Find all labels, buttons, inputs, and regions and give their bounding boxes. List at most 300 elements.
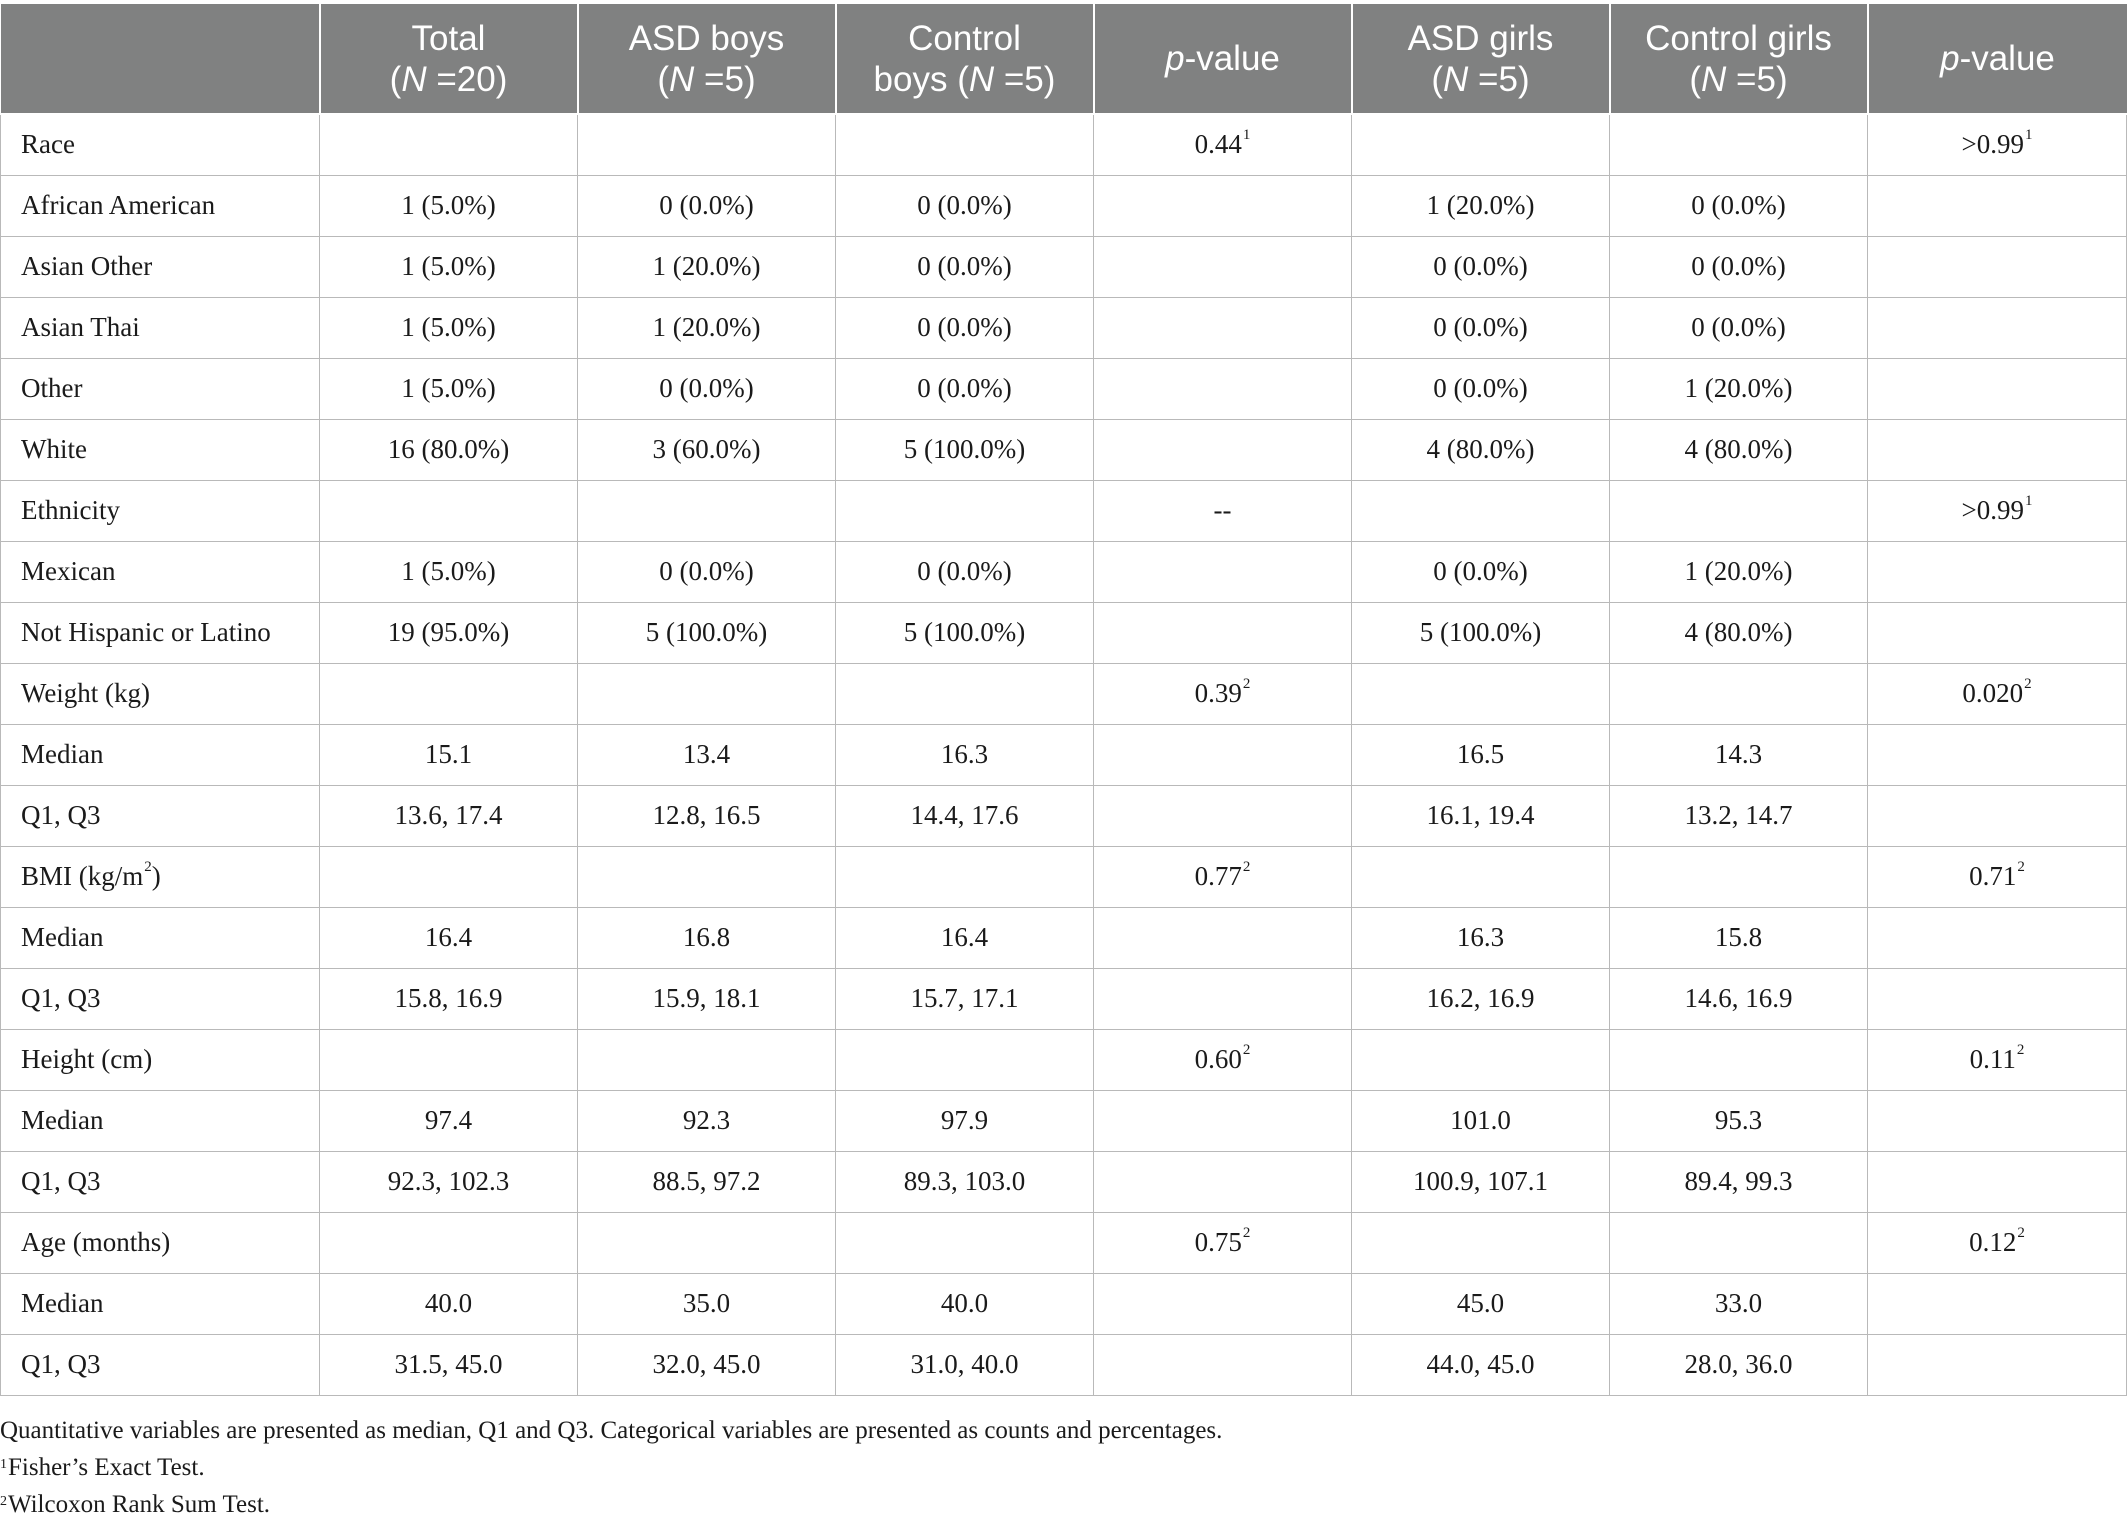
table-row xyxy=(1,846,2127,907)
cell-total xyxy=(320,1273,578,1334)
cell-p-value-girls xyxy=(1868,1212,2127,1273)
cell-asd-boys xyxy=(578,297,836,358)
header-row xyxy=(1,4,2127,114)
cell-asd-girls xyxy=(1352,663,1610,724)
cell-total xyxy=(320,1151,578,1212)
cell-control-girls xyxy=(1610,907,1868,968)
header-asd-boys xyxy=(578,4,836,114)
table-row xyxy=(1,114,2127,175)
row-label-text: Q1, Q3 xyxy=(21,800,101,830)
row-label-text: Height (cm) xyxy=(21,1044,153,1074)
table-row xyxy=(1,1029,2127,1090)
cell-control-girls-value: 1 (20.0%) xyxy=(1684,373,1793,403)
cell-total xyxy=(320,846,578,907)
header-asd-girls xyxy=(1352,4,1610,114)
cell-asd-girls xyxy=(1352,480,1610,541)
cell-control-boys xyxy=(836,1212,1094,1273)
cell-control-boys-value: 0 (0.0%) xyxy=(917,251,1012,281)
cell-control-girls-value: 4 (80.0%) xyxy=(1684,617,1793,647)
cell-p-value-boys xyxy=(1094,1212,1352,1273)
cell-control-boys-value: 14.4, 17.6 xyxy=(910,800,1019,830)
cell-p-value-girls-value: >0.99 xyxy=(1961,129,2024,160)
table-row xyxy=(1,236,2127,297)
footnote-marker: 2 xyxy=(1242,859,1251,875)
header-total-title: Total xyxy=(411,18,486,58)
cell-asd-girls xyxy=(1352,541,1610,602)
cell-control-boys xyxy=(836,724,1094,785)
cell-total xyxy=(320,785,578,846)
cell-control-girls-value: 89.4, 99.3 xyxy=(1684,1166,1793,1196)
cell-total-value: 92.3, 102.3 xyxy=(387,1166,510,1196)
table-row xyxy=(1,1212,2127,1273)
header-paren: ( xyxy=(1431,59,1444,99)
cell-asd-girls-value: 16.2, 16.9 xyxy=(1426,983,1535,1013)
cell-asd-girls xyxy=(1352,175,1610,236)
cell-control-boys xyxy=(836,968,1094,1029)
cell-asd-boys-value: 88.5, 97.2 xyxy=(652,1166,761,1196)
cell-p-value-girls xyxy=(1868,663,2127,724)
cell-control-boys-value: 5 (100.0%) xyxy=(903,617,1026,647)
cell-asd-boys-value: 0 (0.0%) xyxy=(659,373,754,403)
cell-p-value-boys xyxy=(1094,724,1352,785)
cell-p-value-boys xyxy=(1094,1090,1352,1151)
row-label-text: Asian Other xyxy=(21,251,153,281)
cell-asd-girls xyxy=(1352,968,1610,1029)
cell-control-boys xyxy=(836,541,1094,602)
cell-asd-girls-value: 0 (0.0%) xyxy=(1433,373,1528,403)
cell-control-boys-value: 0 (0.0%) xyxy=(917,373,1012,403)
header-n-symbol: N xyxy=(968,59,995,99)
cell-asd-girls-value: 5 (100.0%) xyxy=(1419,617,1542,647)
cell-asd-boys-value: 16.8 xyxy=(682,922,731,952)
footnote-marker: 2 xyxy=(2017,1225,2025,1241)
cell-p-value-boys xyxy=(1094,236,1352,297)
row-label xyxy=(1,175,320,236)
cell-asd-girls xyxy=(1352,846,1610,907)
row-label-text: BMI (kg/m xyxy=(21,861,144,891)
cell-asd-boys xyxy=(578,724,836,785)
cell-asd-girls-value: 0 (0.0%) xyxy=(1433,251,1528,281)
cell-control-girls xyxy=(1610,1090,1868,1151)
row-label-tail: ) xyxy=(151,861,161,891)
cell-asd-girls xyxy=(1352,785,1610,846)
cell-p-value-girls xyxy=(1868,1151,2127,1212)
cell-p-value-girls xyxy=(1868,846,2127,907)
cell-asd-girls xyxy=(1352,1212,1610,1273)
cell-control-boys xyxy=(836,236,1094,297)
cell-p-value-boys xyxy=(1094,480,1352,541)
cell-asd-girls-value: 16.5 xyxy=(1456,739,1505,769)
cell-control-girls xyxy=(1610,114,1868,175)
cell-total xyxy=(320,419,578,480)
cell-asd-boys xyxy=(578,1029,836,1090)
cell-control-boys-value: 0 (0.0%) xyxy=(917,312,1012,342)
cell-control-girls-value: 0 (0.0%) xyxy=(1691,190,1786,220)
cell-p-value-girls xyxy=(1868,907,2127,968)
cell-total xyxy=(320,358,578,419)
cell-control-boys xyxy=(836,1029,1094,1090)
cell-total xyxy=(320,1212,578,1273)
cell-p-value-boys-value: -- xyxy=(1213,495,1232,525)
cell-total xyxy=(320,236,578,297)
row-label xyxy=(1,1090,320,1151)
cell-asd-girls-value: 4 (80.0%) xyxy=(1426,434,1535,464)
row-label xyxy=(1,541,320,602)
cell-control-girls xyxy=(1610,480,1868,541)
footnote-1-text: Fisher’s Exact Test. xyxy=(8,1454,205,1481)
cell-asd-girls xyxy=(1352,358,1610,419)
cell-p-value-girls xyxy=(1868,297,2127,358)
cell-p-value-boys xyxy=(1094,297,1352,358)
cell-p-value-girls-value: 0.020 xyxy=(1962,678,2024,708)
cell-control-boys xyxy=(836,1090,1094,1151)
cell-control-boys-value: 0 (0.0%) xyxy=(917,190,1012,220)
cell-total xyxy=(320,297,578,358)
cell-asd-boys xyxy=(578,785,836,846)
footnote-marker: 1 xyxy=(2024,493,2033,509)
cell-control-girls xyxy=(1610,846,1868,907)
table-row xyxy=(1,968,2127,1029)
cell-p-value-girls xyxy=(1868,785,2127,846)
cell-asd-boys-value: 15.9, 18.1 xyxy=(652,983,761,1013)
cell-p-value-girls xyxy=(1868,968,2127,1029)
cell-asd-girls-value: 101.0 xyxy=(1450,1105,1511,1135)
cell-asd-boys-value: 12.8, 16.5 xyxy=(652,800,761,830)
row-label-text: Other xyxy=(21,373,83,403)
cell-asd-boys xyxy=(578,968,836,1029)
cell-asd-boys xyxy=(578,602,836,663)
row-label xyxy=(1,358,320,419)
footnote-marker: 2 xyxy=(2017,859,2025,875)
cell-total-value: 15.8, 16.9 xyxy=(394,983,503,1013)
table-row xyxy=(1,175,2127,236)
cell-control-girls-value: 0 (0.0%) xyxy=(1691,312,1786,342)
cell-p-value-boys xyxy=(1094,1334,1352,1395)
header-n-symbol: N xyxy=(669,59,695,99)
cell-control-boys xyxy=(836,1273,1094,1334)
cell-asd-girls xyxy=(1352,419,1610,480)
row-label-text: Q1, Q3 xyxy=(21,1349,101,1379)
cell-control-boys-value: 15.7, 17.1 xyxy=(910,983,1019,1013)
row-label-text: African American xyxy=(21,190,216,220)
cell-p-value-girls-value: 0.11 xyxy=(1969,1044,2016,1074)
cell-asd-boys xyxy=(578,541,836,602)
row-label xyxy=(1,968,320,1029)
cell-total xyxy=(320,907,578,968)
table-row xyxy=(1,480,2127,541)
cell-asd-boys-value: 32.0, 45.0 xyxy=(652,1349,761,1379)
cell-total-value: 97.4 xyxy=(424,1105,473,1135)
cell-control-boys xyxy=(836,663,1094,724)
row-label xyxy=(1,1029,320,1090)
row-label xyxy=(1,114,320,175)
cell-control-girls xyxy=(1610,785,1868,846)
cell-control-boys xyxy=(836,297,1094,358)
footnote-marker: 2 xyxy=(2016,1042,2025,1058)
cell-total xyxy=(320,724,578,785)
cell-asd-girls-value: 45.0 xyxy=(1456,1288,1505,1318)
cell-p-value-boys-value: 0.44 xyxy=(1194,129,1242,160)
header-n-value: =5) xyxy=(994,59,1056,99)
row-label-text: Q1, Q3 xyxy=(21,1166,101,1196)
header-n-symbol: N xyxy=(1443,59,1469,99)
cell-control-boys xyxy=(836,175,1094,236)
table-footnotes xyxy=(0,1412,1222,1523)
cell-total-value: 16 (80.0%) xyxy=(387,434,510,464)
cell-p-value-girls xyxy=(1868,724,2127,785)
table-row xyxy=(1,1273,2127,1334)
cell-asd-boys xyxy=(578,907,836,968)
cell-asd-girls xyxy=(1352,236,1610,297)
cell-p-value-girls xyxy=(1868,1334,2127,1395)
cell-total-value: 1 (5.0%) xyxy=(401,190,496,220)
row-label xyxy=(1,1151,320,1212)
cell-control-girls-value: 0 (0.0%) xyxy=(1691,251,1786,281)
row-label xyxy=(1,663,320,724)
cell-p-value-girls-value: 0.71 xyxy=(1969,861,2017,891)
cell-total xyxy=(320,1334,578,1395)
cell-asd-boys-value: 0 (0.0%) xyxy=(659,190,754,220)
footnote-2-marker: 2 xyxy=(0,1494,7,1509)
cell-asd-boys-value: 3 (60.0%) xyxy=(652,434,761,464)
cell-total-value: 1 (5.0%) xyxy=(401,373,496,403)
cell-total xyxy=(320,1029,578,1090)
cell-asd-girls xyxy=(1352,1029,1610,1090)
cell-control-boys-value: 31.0, 40.0 xyxy=(910,1349,1019,1379)
cell-asd-girls-value: 100.9, 107.1 xyxy=(1413,1166,1548,1196)
cell-asd-girls xyxy=(1352,1273,1610,1334)
cell-control-boys xyxy=(836,785,1094,846)
footnote-marker: 1 xyxy=(1242,127,1251,144)
cell-p-value-boys-value: 0.77 xyxy=(1194,861,1242,891)
row-label-text: Mexican xyxy=(21,556,116,586)
cell-asd-girls-value: 0 (0.0%) xyxy=(1433,312,1528,342)
header-control-boys-sub: boys ( xyxy=(873,59,969,99)
cell-p-value-girls-value: >0.99 xyxy=(1961,495,2024,525)
header-n-value: =5) xyxy=(694,59,756,99)
header-control-girls xyxy=(1610,4,1868,114)
table-container xyxy=(0,4,2127,1396)
cell-control-girls xyxy=(1610,1029,1868,1090)
cell-control-girls xyxy=(1610,602,1868,663)
header-paren: ( xyxy=(657,59,670,99)
cell-asd-girls xyxy=(1352,907,1610,968)
cell-p-value-boys xyxy=(1094,785,1352,846)
cell-asd-girls xyxy=(1352,602,1610,663)
cell-asd-boys xyxy=(578,236,836,297)
row-label-text: Asian Thai xyxy=(21,312,140,342)
row-label xyxy=(1,1334,320,1395)
cell-control-boys-value: 97.9 xyxy=(940,1105,989,1135)
header-asd-boys-title: ASD boys xyxy=(628,18,785,58)
row-label-superscript: 2 xyxy=(144,859,152,875)
cell-control-girls xyxy=(1610,297,1868,358)
table-row xyxy=(1,663,2127,724)
row-label-text: Median xyxy=(21,1105,104,1135)
cell-p-value-boys xyxy=(1094,907,1352,968)
cell-p-value-girls xyxy=(1868,602,2127,663)
cell-asd-boys xyxy=(578,480,836,541)
header-control-girls-title: Control girls xyxy=(1645,18,1832,58)
footnote-marker: 2 xyxy=(1242,1225,1251,1241)
cell-asd-boys xyxy=(578,1334,836,1395)
cell-asd-girls-value: 44.0, 45.0 xyxy=(1426,1349,1535,1379)
header-n-value: =5) xyxy=(1468,59,1530,99)
cell-asd-boys xyxy=(578,1273,836,1334)
row-label-text: Median xyxy=(21,922,104,952)
cell-control-boys xyxy=(836,114,1094,175)
header-p-rest: -value xyxy=(1959,39,2055,78)
cell-asd-boys xyxy=(578,846,836,907)
cell-total xyxy=(320,541,578,602)
cell-control-girls-value: 15.8 xyxy=(1714,922,1763,952)
row-label-text: White xyxy=(21,434,87,464)
cell-asd-boys xyxy=(578,419,836,480)
cell-p-value-boys-value: 0.75 xyxy=(1194,1227,1242,1257)
cell-p-value-girls xyxy=(1868,1273,2127,1334)
header-control-boys-title: Control xyxy=(908,18,1021,58)
table-row xyxy=(1,419,2127,480)
cell-control-boys xyxy=(836,1151,1094,1212)
cell-p-value-boys xyxy=(1094,114,1352,175)
table-row xyxy=(1,602,2127,663)
cell-asd-girls-value: 16.1, 19.4 xyxy=(1426,800,1535,830)
cell-asd-boys-value: 1 (20.0%) xyxy=(652,312,761,342)
cell-control-girls xyxy=(1610,968,1868,1029)
row-label-text: Weight (kg) xyxy=(21,678,151,708)
cell-p-value-girls xyxy=(1868,419,2127,480)
cell-p-value-girls-value: 0.12 xyxy=(1969,1227,2017,1257)
row-label xyxy=(1,724,320,785)
cell-total-value: 31.5, 45.0 xyxy=(394,1349,503,1379)
cell-control-boys xyxy=(836,1334,1094,1395)
cell-total xyxy=(320,1090,578,1151)
cell-control-girls xyxy=(1610,1273,1868,1334)
cell-asd-boys-value: 1 (20.0%) xyxy=(652,251,761,281)
row-label xyxy=(1,1212,320,1273)
header-p-value-boys xyxy=(1094,4,1352,114)
cell-control-boys-value: 16.3 xyxy=(940,739,989,769)
table-row xyxy=(1,907,2127,968)
footnote-1 xyxy=(0,1449,1222,1486)
table-row xyxy=(1,541,2127,602)
demographics-table xyxy=(0,4,2127,1396)
cell-control-girls xyxy=(1610,175,1868,236)
footnote-general: Quantitative variables are presented as median, Q1 and Q3. Categorical variables are presented as counts and percentages. xyxy=(0,1417,1223,1444)
footnote-marker: 1 xyxy=(2024,127,2033,144)
header-p-rest: -value xyxy=(1184,39,1280,78)
row-label xyxy=(1,602,320,663)
row-label xyxy=(1,480,320,541)
table-row xyxy=(1,1090,2127,1151)
cell-p-value-girls xyxy=(1868,541,2127,602)
cell-p-value-girls xyxy=(1868,358,2127,419)
footnote-1-marker: 1 xyxy=(0,1457,7,1472)
table-row xyxy=(1,1334,2127,1395)
cell-control-girls-value: 14.6, 16.9 xyxy=(1684,983,1793,1013)
cell-control-boys-value: 0 (0.0%) xyxy=(917,556,1012,586)
footnote-2-text: Wilcoxon Rank Sum Test. xyxy=(8,1491,271,1518)
cell-p-value-girls xyxy=(1868,480,2127,541)
cell-p-value-boys-value: 0.39 xyxy=(1194,678,1242,708)
cell-asd-boys xyxy=(578,663,836,724)
cell-p-value-boys xyxy=(1094,1029,1352,1090)
cell-total-value: 13.6, 17.4 xyxy=(394,800,503,830)
row-label xyxy=(1,907,320,968)
footnote-marker: 2 xyxy=(2024,676,2032,692)
cell-total xyxy=(320,602,578,663)
cell-asd-boys xyxy=(578,1151,836,1212)
header-n-symbol: N xyxy=(1701,59,1727,99)
cell-control-girls-value: 14.3 xyxy=(1714,739,1763,769)
row-label-text: Race xyxy=(21,129,75,160)
cell-total xyxy=(320,175,578,236)
cell-total-value: 40.0 xyxy=(424,1288,473,1318)
cell-p-value-boys xyxy=(1094,602,1352,663)
row-label-text: Age (months) xyxy=(21,1227,171,1257)
cell-asd-girls xyxy=(1352,724,1610,785)
cell-asd-boys xyxy=(578,175,836,236)
cell-control-boys xyxy=(836,358,1094,419)
cell-p-value-boys xyxy=(1094,663,1352,724)
cell-total xyxy=(320,968,578,1029)
header-variable xyxy=(1,4,320,114)
cell-p-value-boys xyxy=(1094,358,1352,419)
cell-control-girls xyxy=(1610,419,1868,480)
cell-p-value-girls xyxy=(1868,236,2127,297)
cell-total-value: 19 (95.0%) xyxy=(387,617,510,647)
header-paren: ( xyxy=(389,59,402,99)
cell-control-girls-value: 13.2, 14.7 xyxy=(1684,800,1793,830)
cell-asd-boys-value: 13.4 xyxy=(682,739,731,769)
cell-asd-girls xyxy=(1352,1151,1610,1212)
cell-p-value-boys-value: 0.60 xyxy=(1194,1044,1242,1074)
cell-p-value-boys xyxy=(1094,541,1352,602)
cell-asd-boys xyxy=(578,1090,836,1151)
cell-control-boys xyxy=(836,419,1094,480)
cell-control-boys-value: 5 (100.0%) xyxy=(903,434,1026,464)
header-control-boys xyxy=(836,4,1094,114)
header-p-symbol: p xyxy=(1165,39,1185,78)
cell-p-value-boys xyxy=(1094,1273,1352,1334)
footnote-marker: 2 xyxy=(1242,1042,1251,1058)
row-label-text: Ethnicity xyxy=(21,495,120,525)
cell-asd-girls xyxy=(1352,297,1610,358)
cell-control-boys-value: 16.4 xyxy=(940,922,989,952)
cell-control-boys-value: 89.3, 103.0 xyxy=(903,1166,1026,1196)
cell-total-value: 16.4 xyxy=(424,922,473,952)
cell-control-girls-value: 95.3 xyxy=(1714,1105,1763,1135)
footnote-2 xyxy=(0,1486,1222,1523)
cell-asd-boys-value: 35.0 xyxy=(682,1288,731,1318)
header-n-value: =20) xyxy=(426,59,508,99)
cell-asd-girls xyxy=(1352,114,1610,175)
cell-control-girls xyxy=(1610,1334,1868,1395)
cell-total xyxy=(320,480,578,541)
row-label xyxy=(1,1273,320,1334)
cell-p-value-boys xyxy=(1094,175,1352,236)
cell-total-value: 1 (5.0%) xyxy=(401,312,496,342)
row-label xyxy=(1,236,320,297)
cell-asd-boys xyxy=(578,114,836,175)
cell-total xyxy=(320,663,578,724)
cell-p-value-boys xyxy=(1094,1151,1352,1212)
cell-p-value-girls xyxy=(1868,114,2127,175)
cell-p-value-boys xyxy=(1094,846,1352,907)
cell-asd-girls-value: 0 (0.0%) xyxy=(1433,556,1528,586)
cell-control-girls xyxy=(1610,724,1868,785)
table-body xyxy=(1,114,2127,1395)
